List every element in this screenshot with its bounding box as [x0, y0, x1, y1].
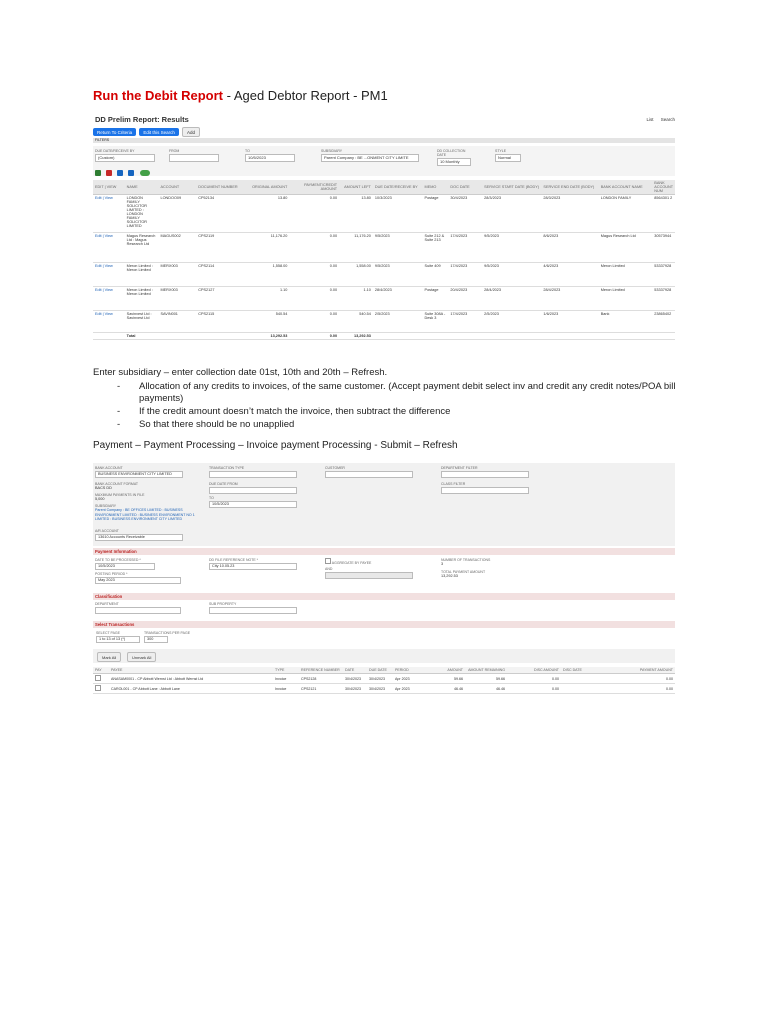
- bank-account-name: Bank: [599, 311, 653, 333]
- doc-date: 17/4/2023: [448, 263, 482, 287]
- bank-account-field: [95, 466, 183, 478]
- pay-cell: [93, 684, 109, 694]
- table-row: [93, 263, 675, 287]
- filter-style: [495, 149, 521, 162]
- search-link[interactable]: Search: [660, 117, 675, 122]
- email-icon[interactable]: [128, 170, 134, 176]
- field-label: TO: [209, 496, 214, 500]
- reference-number: CPS2121: [299, 684, 343, 694]
- service-end: 4/6/2023: [541, 263, 598, 287]
- col-amount-remaining: AMOUNT REMAINING: [465, 667, 507, 674]
- due-date: 28/4/2023: [373, 287, 423, 311]
- amount: 59.66: [433, 674, 465, 684]
- bank-account-select[interactable]: BUSINESS ENVIRONMENT CITY LIMITED: [95, 471, 183, 478]
- instruction-line-1: Enter subsidiary – enter collection date 01st, 10th and 20th – Refresh.: [93, 367, 388, 378]
- type: Invoice: [273, 674, 299, 684]
- payment-amount-input[interactable]: 0.00: [593, 684, 675, 694]
- department-select[interactable]: [95, 607, 181, 614]
- select-page-select[interactable]: 1 to 13 of 13 (*): [96, 636, 140, 643]
- pay-checkbox[interactable]: [95, 685, 101, 691]
- edit-toggle-icon[interactable]: [140, 170, 150, 176]
- posting-period-select[interactable]: May 2023: [95, 577, 181, 584]
- filter-label: STYLE: [495, 149, 507, 153]
- due-date: 2/5/2023: [373, 311, 423, 333]
- memo: Suite 409: [423, 263, 449, 287]
- subsidiary-select[interactable]: Parent Company : BE ...ONMENT CITY LIMITE: [321, 154, 419, 162]
- document-number: CP52134: [196, 195, 246, 233]
- dd-ref-input[interactable]: City 10.05.23: [209, 563, 297, 570]
- service-start: 28/3/2023: [482, 195, 541, 233]
- account: SAVIN001: [158, 311, 196, 333]
- field-label: SELECT PAGE: [96, 631, 120, 635]
- total-row: [93, 333, 675, 340]
- field-label: TRANSACTION TYPE: [209, 466, 245, 470]
- sub-property-select[interactable]: [209, 607, 297, 614]
- amount-left: 1.10: [339, 287, 373, 311]
- due-date-from-field: [209, 482, 297, 494]
- aggregate-field: [325, 558, 413, 579]
- instruction-line-2: Payment – Payment Processing – Invoice payment Processing - Submit – Refresh: [93, 440, 458, 451]
- to-field: [209, 496, 297, 508]
- bank-account-num: 53337928: [652, 287, 675, 311]
- transaction-type-select[interactable]: [209, 471, 297, 478]
- account: MAGUS002: [158, 233, 196, 263]
- subsidiary-field: [95, 504, 207, 522]
- table-row: [93, 311, 675, 333]
- doc-date: 30/4/2023: [448, 195, 482, 233]
- original-amount: 13.80: [246, 195, 290, 233]
- bullet-item: - So that there should be no unapplied: [117, 419, 677, 431]
- col-bank-account-num[interactable]: BANK ACCOUNT NUM: [654, 181, 674, 193]
- customer-select[interactable]: [325, 471, 413, 478]
- report-title: DD Prelim Report: Results: [95, 115, 189, 124]
- reference-number: CPS2128: [299, 674, 343, 684]
- document-number: CPS2119: [196, 233, 246, 263]
- col-account[interactable]: ACCOUNT: [158, 180, 196, 195]
- department-filter-field: [441, 466, 529, 478]
- report-buttons: [93, 127, 202, 137]
- disc-amount-input[interactable]: 0.00: [507, 684, 561, 694]
- total-payment-value: 13,292.53: [441, 574, 458, 578]
- disc-amount-input[interactable]: 0.00: [507, 674, 561, 684]
- payee: ANASAM0001 - CP Abbott Wernst Ltd : Abbott Wernst Ltd: [109, 674, 273, 684]
- field-label: BANK ACCOUNT: [95, 466, 123, 470]
- bullet-item: - Allocation of any credits to invoices, of the same customer. (Accept payment debit select inv and credit any credit notes/POA bill payments): [117, 381, 677, 405]
- field-label: CLASS FILTER: [441, 482, 466, 486]
- field-label: DD FILE REFERENCE NOTE *: [209, 558, 259, 562]
- filter-to: [245, 149, 295, 162]
- col-pay: PAY: [93, 667, 109, 674]
- filter-from: [169, 149, 219, 162]
- col-type: TYPE: [273, 667, 299, 674]
- filter-due-date: [95, 149, 155, 162]
- bank-account-name: LONDON FAMILY: [599, 195, 653, 233]
- select-page-field: [96, 631, 140, 643]
- department-field: [95, 602, 181, 614]
- to-input[interactable]: 10/5/2023: [245, 154, 295, 162]
- print-icon[interactable]: [117, 170, 123, 176]
- from-input[interactable]: [169, 154, 219, 162]
- field-label: POSTING PERIOD *: [95, 572, 128, 576]
- instruction-bullets: [117, 381, 677, 432]
- field-label: SUB PROPERTY: [209, 602, 237, 606]
- table-row: [93, 195, 675, 233]
- field-label: AGGREGATE BY PAYEE: [331, 561, 372, 565]
- field-label: BANK ACCOUNT FORMAT: [95, 482, 139, 486]
- filter-label: SUBSIDIARY: [321, 149, 343, 153]
- col-disc-date: DISC DATE: [561, 667, 593, 674]
- unmark-all-button[interactable]: Unmark All: [127, 652, 156, 662]
- memo: Suite 308A - Desk 3: [423, 311, 449, 333]
- mark-buttons-bar: [93, 649, 675, 663]
- col-amount: AMOUNT: [433, 667, 465, 674]
- col-amount-left[interactable]: AMOUNT LEFT: [339, 180, 373, 195]
- col-service-end[interactable]: SERVICE END DATE (BODY): [541, 180, 598, 195]
- doc-date: 17/4/2023: [448, 233, 482, 263]
- field-label: NUMBER OF TRANSACTIONS: [441, 558, 491, 562]
- aggregate-checkbox[interactable]: [325, 558, 331, 564]
- toolbar-icons: [95, 170, 154, 178]
- field-label: AND: [325, 567, 333, 571]
- field-label: TOTAL PAYMENT AMOUNT: [441, 570, 486, 574]
- payment-processing-screenshot: [93, 463, 675, 701]
- field-label: MAXIMUM PAYMENTS IN FILE: [95, 493, 145, 497]
- document-number: CPS2127: [196, 287, 246, 311]
- bullet-item: - If the credit amount doesn’t match the invoice, then subtract the difference: [117, 406, 677, 418]
- amount-remaining: 59.66: [465, 674, 507, 684]
- total-spacer: [93, 333, 125, 340]
- field-label: DATE TO BE PROCESSED *: [95, 558, 141, 562]
- due-date-select[interactable]: (Custom): [95, 154, 155, 162]
- field-label: DUE DATE FROM: [209, 482, 238, 486]
- heading-highlight: Run the Debit Report: [93, 88, 223, 103]
- original-amount: 11,176.20: [246, 233, 290, 263]
- customer-name: Magus Research Ltd : Magus Research Ltd: [125, 233, 159, 263]
- service-end: 28/3/2023: [541, 195, 598, 233]
- payment-credit-amount: 0.00: [289, 287, 339, 311]
- col-bank-account-name[interactable]: BANK ACCOUNT NAME: [599, 180, 653, 195]
- amount: 46.46: [433, 684, 465, 694]
- payment-information-header[interactable]: Payment Information: [93, 548, 675, 555]
- memo: Postage: [423, 287, 449, 311]
- col-payment-credit[interactable]: PAYMENT/CREDIT AMOUNT: [289, 180, 339, 195]
- col-name[interactable]: NAME: [125, 180, 159, 195]
- report-results-screenshot: [93, 113, 675, 358]
- col-payee: PAYEE: [109, 667, 273, 674]
- col-due-date: DUE DATE: [367, 667, 393, 674]
- document-number: CPS2115: [196, 311, 246, 333]
- total-label: Total: [125, 333, 159, 340]
- edit-view-link[interactable]: Edit | View: [93, 311, 125, 333]
- bank-account-num: 23865402: [652, 311, 675, 333]
- edit-view-link[interactable]: Edit | View: [93, 287, 125, 311]
- original-amount: 540.54: [246, 311, 290, 333]
- bank-account-name: Meron Limited: [599, 263, 653, 287]
- total-left: 13,292.53: [339, 333, 373, 340]
- col-document-number[interactable]: DOCUMENT NUMBER: [196, 180, 246, 195]
- col-original-amount[interactable]: ORIGINAL AMOUNT: [246, 180, 290, 195]
- filter-label: FROM: [169, 149, 180, 153]
- col-edit-view: EDIT | VIEW: [93, 180, 125, 195]
- document-number: CPS2114: [196, 263, 246, 287]
- field-label: DEPARTMENT FILTER: [441, 466, 478, 470]
- collection-date-select[interactable]: 10 Monthly: [437, 158, 471, 166]
- col-payment-amount: PAYMENT AMOUNT: [593, 667, 675, 674]
- select-transactions-header[interactable]: Select Transactions: [93, 621, 675, 628]
- filter-dd-collection-date: [437, 149, 471, 166]
- payee: CAROL001 - CP Abbott Lane : Abbott Lane: [109, 684, 273, 694]
- total-spacer: [158, 333, 196, 340]
- col-reference: REFERENCE NUMBER: [299, 667, 343, 674]
- due-date: 9/5/2023: [373, 233, 423, 263]
- amount-remaining: 46.46: [465, 684, 507, 694]
- date: 30/4/2023: [343, 674, 367, 684]
- amount-left: 13.80: [339, 195, 373, 233]
- amount-left: 11,176.20: [339, 233, 373, 263]
- total-payment-field: [441, 570, 529, 578]
- original-amount: 1.10: [246, 287, 290, 311]
- sub-property-field: [209, 602, 297, 614]
- table-header-row: [93, 180, 675, 195]
- service-end: 28/4/2023: [541, 287, 598, 311]
- memo: Postage: [423, 195, 449, 233]
- table-row: [93, 287, 675, 311]
- heading-rest: - Aged Debtor Report - PM1: [223, 88, 388, 103]
- posting-period-field: [95, 572, 181, 584]
- ar-account-select[interactable]: 13610 Accounts Receivable: [95, 534, 183, 541]
- list-link[interactable]: List: [646, 117, 654, 122]
- ar-account-field: [95, 529, 183, 541]
- edit-view-link[interactable]: Edit | View: [93, 263, 125, 287]
- customer-field: [325, 466, 413, 478]
- due-date: 10/3/2023: [373, 195, 423, 233]
- bank-format-field: [95, 482, 183, 490]
- table-row: [93, 674, 675, 684]
- max-payments-field: [95, 493, 183, 501]
- date: 30/4/2023: [343, 684, 367, 694]
- service-end: 8/6/2023: [541, 233, 598, 263]
- filters-bar[interactable]: FILTERS: [93, 138, 675, 143]
- return-to-criteria-button[interactable]: Return To Criteria: [93, 128, 136, 136]
- amount-left: 540.54: [339, 311, 373, 333]
- account: MERX003: [158, 287, 196, 311]
- aggregate-row: [325, 558, 413, 565]
- date-processed-field: [95, 558, 155, 570]
- edit-view-link[interactable]: Edit | View: [93, 233, 125, 263]
- due-date: 30/4/2023: [367, 684, 393, 694]
- class-filter-field: [441, 482, 529, 494]
- service-end: 1/6/2023: [541, 311, 598, 333]
- service-start: 2/5/2023: [482, 311, 541, 333]
- col-due-date[interactable]: DUE DATE/RECEIVE BY: [373, 180, 423, 195]
- field-label: SUBSIDIARY: [95, 504, 117, 508]
- account: LONDOO09: [158, 195, 196, 233]
- service-start: 9/5/2023: [482, 263, 541, 287]
- style-select[interactable]: Normal: [495, 154, 521, 162]
- type: Invoice: [273, 684, 299, 694]
- payment-credit-amount: 0.00: [289, 263, 339, 287]
- transactions-table: [93, 667, 675, 694]
- period: Apr 2023: [393, 674, 433, 684]
- field-label: CUSTOMER: [325, 466, 345, 470]
- customer-name: Meron Limited : Meron Limited: [125, 263, 159, 287]
- col-service-start[interactable]: SERVICE START DATE (BODY): [482, 180, 541, 195]
- due-date: 9/5/2023: [373, 263, 423, 287]
- per-page-select[interactable]: 300: [144, 636, 168, 643]
- export-excel-icon[interactable]: [95, 170, 101, 176]
- filter-label: DUE DATE/RECEIVE BY: [95, 149, 135, 153]
- doc-date: 17/4/2023: [448, 311, 482, 333]
- payment-credit-amount: 0.00: [289, 311, 339, 333]
- department-filter-select[interactable]: [441, 471, 529, 478]
- filters-panel: [93, 146, 675, 176]
- dd-ref-field: [209, 558, 297, 570]
- total-paid: 0.00: [289, 333, 339, 340]
- class-filter-select[interactable]: [441, 487, 529, 494]
- mark-all-button[interactable]: Mark All: [97, 652, 121, 662]
- filter-label: TO: [245, 149, 250, 153]
- doc-date: 20/4/2023: [448, 287, 482, 311]
- filter-subsidiary: [321, 149, 419, 162]
- num-transactions-field: [441, 558, 529, 566]
- account: MERX003: [158, 263, 196, 287]
- customer-name: Savinvest Ltd : Savinvest Ltd: [125, 311, 159, 333]
- col-date: DATE: [343, 667, 367, 674]
- service-start: 9/5/2023: [482, 233, 541, 263]
- field-label: TRANSACTIONS PER PAGE: [144, 631, 191, 635]
- col-period: PERIOD: [393, 667, 433, 674]
- results-table: [93, 180, 675, 340]
- add-button[interactable]: Add: [182, 127, 200, 137]
- field-label: A/R ACCOUNT: [95, 529, 119, 533]
- bank-account-name: Magus Research Ltd: [599, 233, 653, 263]
- num-transactions-value: 3: [441, 562, 444, 566]
- pay-cell: [93, 674, 109, 684]
- period: Apr 2023: [393, 684, 433, 694]
- col-disc-amount: DISC AMOUNT: [507, 667, 561, 674]
- edit-view-link[interactable]: Edit | View: [93, 195, 125, 233]
- bank-account-num: 8564301 2: [652, 195, 675, 233]
- table-row: [93, 684, 675, 694]
- payment-credit-amount: 0.00: [289, 233, 339, 263]
- original-amount: 1,558.00: [246, 263, 290, 287]
- field-label: DEPARTMENT: [95, 602, 119, 606]
- bank-account-name: Meron Limited: [599, 287, 653, 311]
- customer-name: LONDON FAMILY SOLICITOR LIMITED : LONDON FAMILY SOLICITOR LIMITED: [125, 195, 159, 233]
- filter-label: DD COLLECTION DATE: [437, 149, 466, 157]
- per-page-field: [144, 631, 194, 643]
- col-memo[interactable]: MEMO: [423, 180, 449, 195]
- service-start: 28/4/2023: [482, 287, 541, 311]
- payment-amount-input[interactable]: 0.00: [593, 674, 675, 684]
- top-right-links: [640, 117, 675, 122]
- col-doc-date[interactable]: DOC DATE: [448, 180, 482, 195]
- subsidiary-link[interactable]: Parent Company : BE OFFICES LIMITED : BUSINESS ENVIRONMENT LIMITED : BUSINESS ENVIRONMENT NO 1 LIMITED : BUSINESS ENVIRONMENT CITY LIMITED: [95, 508, 195, 521]
- bank-account-num: 30573944: [652, 233, 675, 263]
- bank-format-value: BACS DD: [95, 486, 112, 490]
- edit-search-button[interactable]: Edit this Search: [139, 128, 179, 136]
- total-spacer: [373, 333, 675, 340]
- max-payments-value: 5,000: [95, 497, 105, 501]
- bank-account-num: 53337928: [652, 263, 675, 287]
- due-date: 30/4/2023: [367, 674, 393, 684]
- table-row: [93, 233, 675, 263]
- transaction-type-field: [209, 466, 297, 478]
- due-date-from-input[interactable]: [209, 487, 297, 494]
- document-heading: [93, 88, 388, 103]
- aggregate-select[interactable]: [325, 572, 413, 579]
- amount-left: 1,558.00: [339, 263, 373, 287]
- pay-checkbox[interactable]: [95, 675, 101, 681]
- disc-date: [561, 684, 593, 694]
- date-processed-input[interactable]: 10/5/2023: [95, 563, 155, 570]
- payment-credit-amount: 0.00: [289, 195, 339, 233]
- memo: Suite 212 & Suite 213: [423, 233, 449, 263]
- to-input[interactable]: 10/5/2023: [209, 501, 297, 508]
- export-pdf-icon[interactable]: [106, 170, 112, 176]
- disc-date: [561, 674, 593, 684]
- customer-name: Meron Limited : Meron Limited: [125, 287, 159, 311]
- total-original: 13,292.53: [246, 333, 290, 340]
- classification-header[interactable]: Classification: [93, 593, 675, 600]
- total-spacer: [196, 333, 246, 340]
